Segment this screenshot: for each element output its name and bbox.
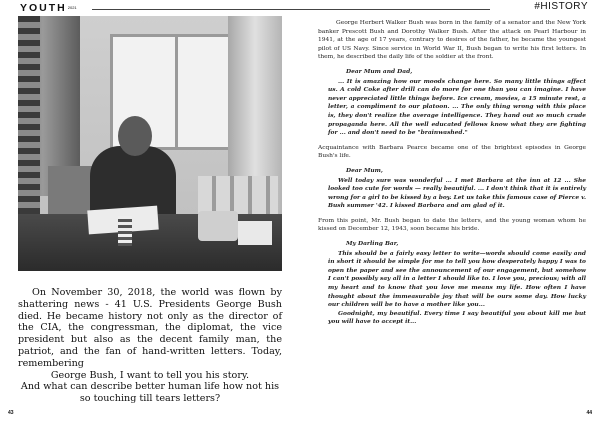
letter-body: This should be a fairly easy letter to write—words should come easily and in short it should be simple for me to tell you how desperately happy I was to open the paper and see the announcement of our engagement, but somehow I can't possibly say all in a letter I should like to. I love you, precious; with all my heart and to know that you love me means my life. How often I have thought about the immeasurable joy that will be ours some day. How lucky our children will be to have a mother like you... [328,249,586,309]
office-photo [18,16,282,271]
photo-desk-flag [118,216,132,246]
photo-window-bar [175,34,178,147]
magazine-brand: $YOUTH^{2021}$ [20,2,77,14]
transition-paragraph: From this point, Mr. Bush began to date the letters, and the young woman whom he kissed on December 12, 1943, soon became his bride. [318,217,586,233]
letter-salutation: My Darling Bar, [346,240,399,248]
photo-frames [198,176,278,216]
letter-parents [318,68,586,138]
photo-person-head [118,116,152,156]
letter-mother [318,167,586,211]
letter-salutation: Dear Mum, [346,166,383,174]
biography-paragraph: George Herbert Walker Bush was born in the family of a senator and the New York banker Prescott Bush and Dorothy Walker Bush. After the attack on Pearl Harbour in 1941, at the age of 17 years, contrary to desires of the father, he became the youngest pilot of US Navy. Since service in World War II, Bush began to write his first letters. In them, he described the daily life of the soldier at the front. [318,20,586,61]
right-page-text [318,19,586,327]
letter-salutation: Dear Mum and Dad, [346,67,413,75]
photo-person [90,146,176,216]
intro-paragraph: On November 30, 2018, the world was flown by shattering news - 41 U.S. Presidents George Bush died. He became history not only as the director of the CIA, the congressman, the diplomat, the vice president but also as the decent family man, the patriot, and the fan of hand-written letters. Today, remembering [18,287,282,369]
transition-paragraph: Acquaintance with Barbara Pearce became one of the brightest episodes in George Bush's life. [318,144,586,160]
section-title: #HISTORY [534,1,588,12]
letter-body: Well today sure was wonderful ... I met Barbara at the inn at 12 ... She looked too cute for words — really beautiful. ... I don't think that it is entirely wrong for a girl to be kissed by a boy. Let us take this famous case of Pierce v. Bush summer '42. I kissed Barbara and am glad of it. [328,176,586,210]
page-number-right: 44 [586,410,592,416]
left-page-text [18,287,282,405]
header-divider [92,9,490,10]
photo-phone [238,221,272,245]
photo-lamp [198,211,238,241]
letter-closing: Goodnight, my beautiful. Every time I say beautiful you about kill me but you will have to accept it... [328,309,586,326]
intro-paragraph-end: George Bush, I want to tell you his story. [50,369,250,381]
letter-body: ... It is amazing how our moods change here. So many little things affect us. A cold Coke after drill can do more for one than you can imagine. I have never appreciated little things before. Ice cream, movies, a 15 minute rest, a letter, a compliment to our platoon. ... The only thing wrong with this place is, they don't realize the average intelligence. They hand out so much crude propaganda here. All the well educated fellows know what they are fighting for ... and don't need to be "brainwashed." [328,77,586,137]
page-number-left: 43 [8,410,14,416]
closing-paragraph: And what can describe better human life how not his so touching till tears letters? [20,381,280,405]
letter-barbara [318,240,586,327]
brand-superscript: 2021 [67,5,77,10]
